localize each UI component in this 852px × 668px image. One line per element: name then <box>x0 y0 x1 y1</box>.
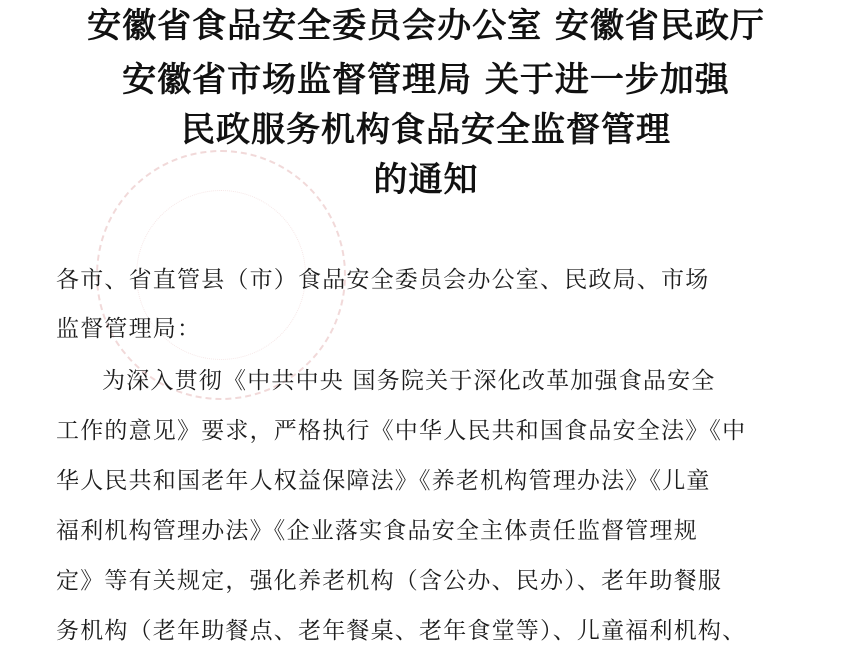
document-title-line-4: 的通知 <box>373 160 479 200</box>
body-text-line: 福利机构管理办法》《企业落实食品安全主体责任监督管理规 <box>56 518 698 544</box>
document-title-line-3: 民政服务机构食品安全监督管理 <box>181 110 671 150</box>
body-text-line: 华人民共和国老年人权益保障法》《养老机构管理办法》《儿童 <box>56 468 711 494</box>
document-title-line-1: 安徽省食品安全委员会办公室 安徽省民政厅 <box>87 6 765 46</box>
body-text-line: 为深入贯彻《中共中央 国务院关于深化改革加强食品安全 <box>102 368 716 394</box>
document-title-line-2: 安徽省市场监督管理局 关于进一步加强 <box>122 60 730 100</box>
body-text-line: 务机构（老年助餐点、老年餐桌、老年食堂等）、儿童福利机构、 <box>56 618 747 644</box>
addressee-line-2: 监督管理局： <box>56 316 202 342</box>
body-text-line: 定》等有关规定，强化养老机构（含公办、民办）、老年助餐服 <box>56 568 723 594</box>
addressee-line-1: 各市、省直管县（市）食品安全委员会办公室、民政局、市场 <box>56 267 710 293</box>
body-text-line: 工作的意见》要求，严格执行《中华人民共和国食品安全法》《中 <box>56 418 747 444</box>
